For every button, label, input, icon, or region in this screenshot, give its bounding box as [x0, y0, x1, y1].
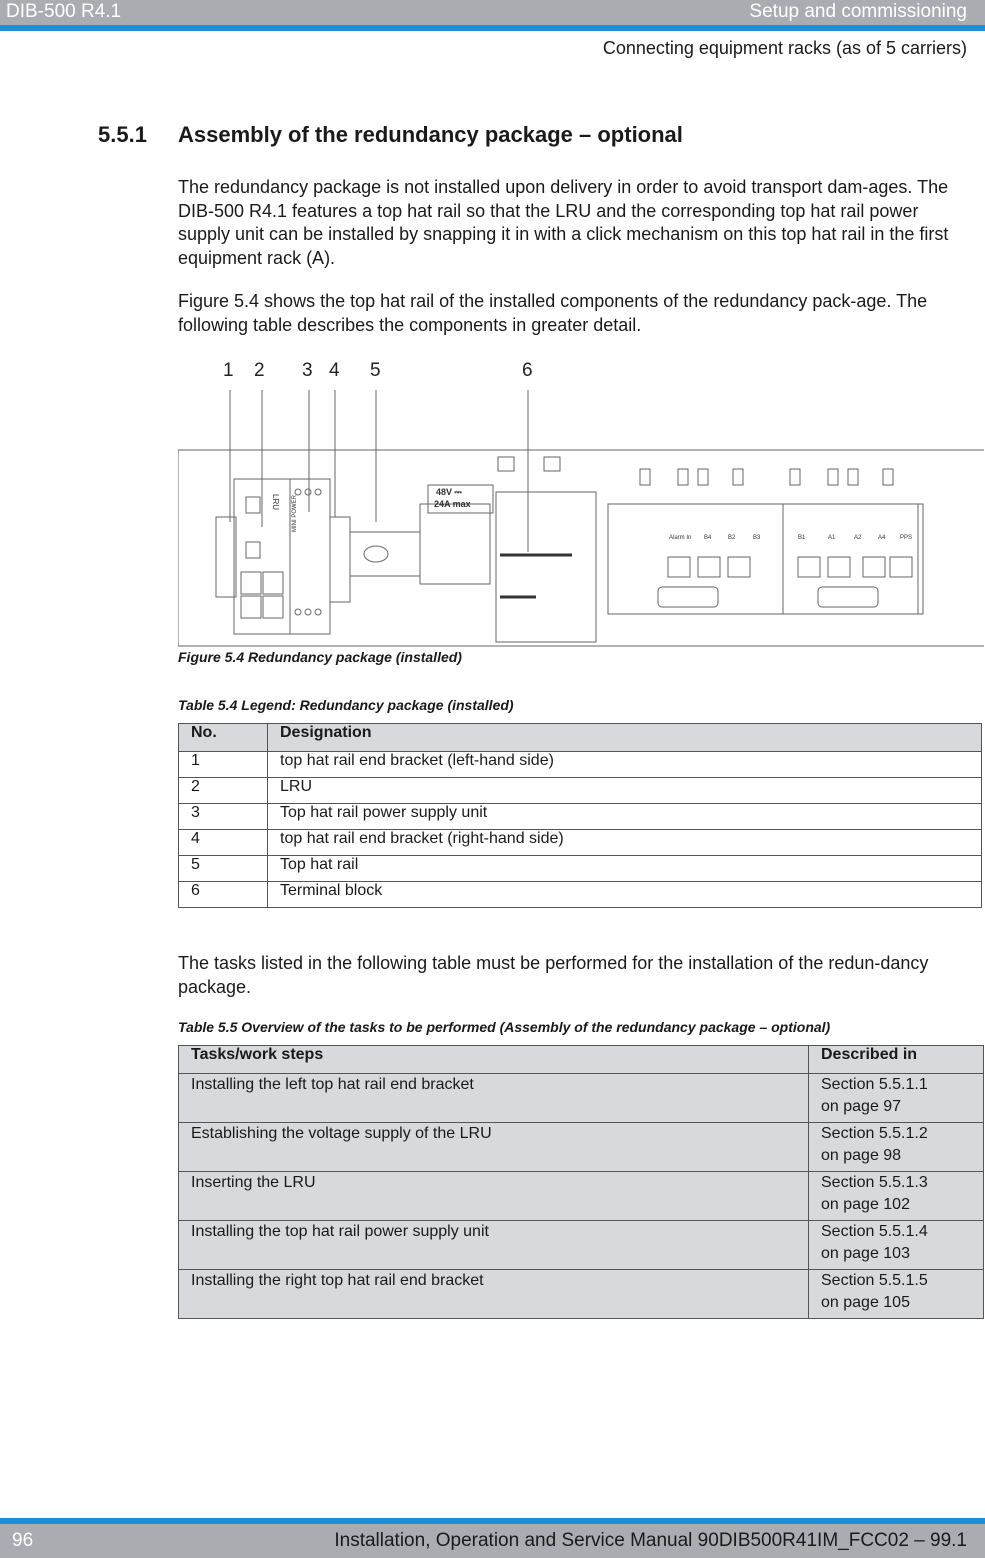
task-cell: Installing the right top hat rail end bracket: [179, 1270, 809, 1319]
doc-title: DIB-500 R4.1: [6, 1, 122, 22]
header-accent-line: [0, 25, 985, 31]
port-label-a2: A2: [854, 535, 862, 541]
row-number: 4: [179, 830, 268, 856]
reference-cell: [809, 1172, 984, 1221]
table-row: [179, 856, 982, 882]
port-label-pps: PPS: [900, 535, 913, 541]
legend-table: [178, 723, 982, 908]
tasks-paragraph: The tasks listed in the following table must be performed for the installation of the redun-dancy package.: [178, 953, 929, 997]
mini-power-label: MINI POWER: [292, 495, 298, 532]
row-designation: top hat rail end bracket (right-hand side): [268, 830, 982, 856]
port-label-b1: B1: [798, 535, 806, 541]
row-designation: Top hat rail power supply unit: [268, 804, 982, 830]
section-ref[interactable]: Section 5.5.1.4: [821, 1223, 928, 1240]
page-ref[interactable]: on page 105: [821, 1294, 910, 1311]
row-number: 3: [179, 804, 268, 830]
task-cell: Inserting the LRU: [179, 1172, 809, 1221]
port-label-alarm: Alarm In: [669, 535, 692, 541]
subsection-title: Connecting equipment racks (as of 5 carriers): [602, 38, 967, 58]
section-ref[interactable]: Section 5.5.1.5: [821, 1272, 928, 1289]
callout-4: 4: [329, 360, 340, 381]
row-designation: LRU: [268, 778, 982, 804]
figure-caption: Figure 5.4 Redundancy package (installed): [178, 649, 462, 665]
section-ref[interactable]: Section 5.5.1.2: [821, 1125, 928, 1142]
row-designation: Top hat rail: [268, 856, 982, 882]
column-header-designation: Designation: [268, 724, 982, 752]
callout-6: 6: [522, 360, 533, 381]
reference-cell: [809, 1270, 984, 1319]
row-number: 1: [179, 752, 268, 778]
intro-paragraph: The redundancy package is not installed upon delivery in order to avoid transport dam-ages. The DIB-500 R4.1 features a top hat rail so that the LRU and the corresponding top hat rail power supply unit can be installed by snapping it in with a click mechanism on this top hat rail in the first equipment rack (A).: [178, 177, 949, 268]
column-header-described-in: Described in: [809, 1046, 984, 1074]
row-designation: Terminal block: [268, 882, 982, 908]
redundancy-package-figure: [178, 382, 984, 648]
rating-line-2: 24A max: [434, 499, 471, 509]
reference-cell: [809, 1221, 984, 1270]
reference-cell: [809, 1123, 984, 1172]
table-row: [179, 778, 982, 804]
table-header-row: [179, 1046, 984, 1074]
port-label-a1: A1: [828, 535, 836, 541]
column-header-no: No.: [179, 724, 268, 752]
table-header-row: [179, 724, 982, 752]
port-label-b4: B4: [704, 535, 712, 541]
callout-5: 5: [370, 360, 381, 381]
section-title: Assembly of the redundancy package – optional: [178, 122, 683, 147]
table-row: [179, 882, 982, 908]
port-label-b3: B3: [753, 535, 761, 541]
page-ref[interactable]: on page 98: [821, 1147, 902, 1164]
callout-1: 1: [223, 360, 234, 381]
manual-title: Installation, Operation and Service Manual 90DIB500R41IM_FCC02 – 99.1: [334, 1530, 967, 1551]
table-row: [179, 830, 982, 856]
port-label-b2: B2: [728, 535, 736, 541]
task-cell: Installing the top hat rail power supply unit: [179, 1221, 809, 1270]
port-label-a4: A4: [878, 535, 886, 541]
table-row: [179, 1123, 984, 1172]
reference-cell: [809, 1074, 984, 1123]
row-number: 5: [179, 856, 268, 882]
table-row: [179, 1172, 984, 1221]
task-cell: Establishing the voltage supply of the LRU: [179, 1123, 809, 1172]
page-number: 96: [12, 1530, 34, 1551]
task-cell: Installing the left top hat rail end bracket: [179, 1074, 809, 1123]
callout-3: 3: [302, 360, 313, 381]
table-row: [179, 1221, 984, 1270]
tasks-table: [178, 1045, 984, 1319]
rating-line-1: 48V ⎓: [436, 487, 462, 497]
callout-2: 2: [254, 360, 265, 381]
page-ref[interactable]: on page 97: [821, 1098, 902, 1115]
page-ref[interactable]: on page 102: [821, 1196, 910, 1213]
row-number: 6: [179, 882, 268, 908]
row-designation: top hat rail end bracket (left-hand side): [268, 752, 982, 778]
figure-reference-paragraph: Figure 5.4 shows the top hat rail of the installed components of the redundancy pack-age. The following table describes the components in greater detail.: [178, 291, 928, 335]
row-number: 2: [179, 778, 268, 804]
lru-label: LRU: [271, 494, 280, 511]
section-number: 5.5.1: [98, 122, 147, 147]
column-header-tasks: Tasks/work steps: [179, 1046, 809, 1074]
chapter-title: Setup and commissioning: [749, 1, 967, 22]
table4-caption: Table 5.4 Legend: Redundancy package (installed): [178, 697, 514, 713]
table5-caption: Table 5.5 Overview of the tasks to be performed (Assembly of the redundancy package – optional): [178, 1019, 831, 1035]
section-ref[interactable]: Section 5.5.1.1: [821, 1076, 928, 1093]
page-ref[interactable]: on page 103: [821, 1245, 910, 1262]
table-row: [179, 804, 982, 830]
table-row: [179, 1270, 984, 1319]
section-ref[interactable]: Section 5.5.1.3: [821, 1174, 928, 1191]
table-row: [179, 752, 982, 778]
table-row: [179, 1074, 984, 1123]
